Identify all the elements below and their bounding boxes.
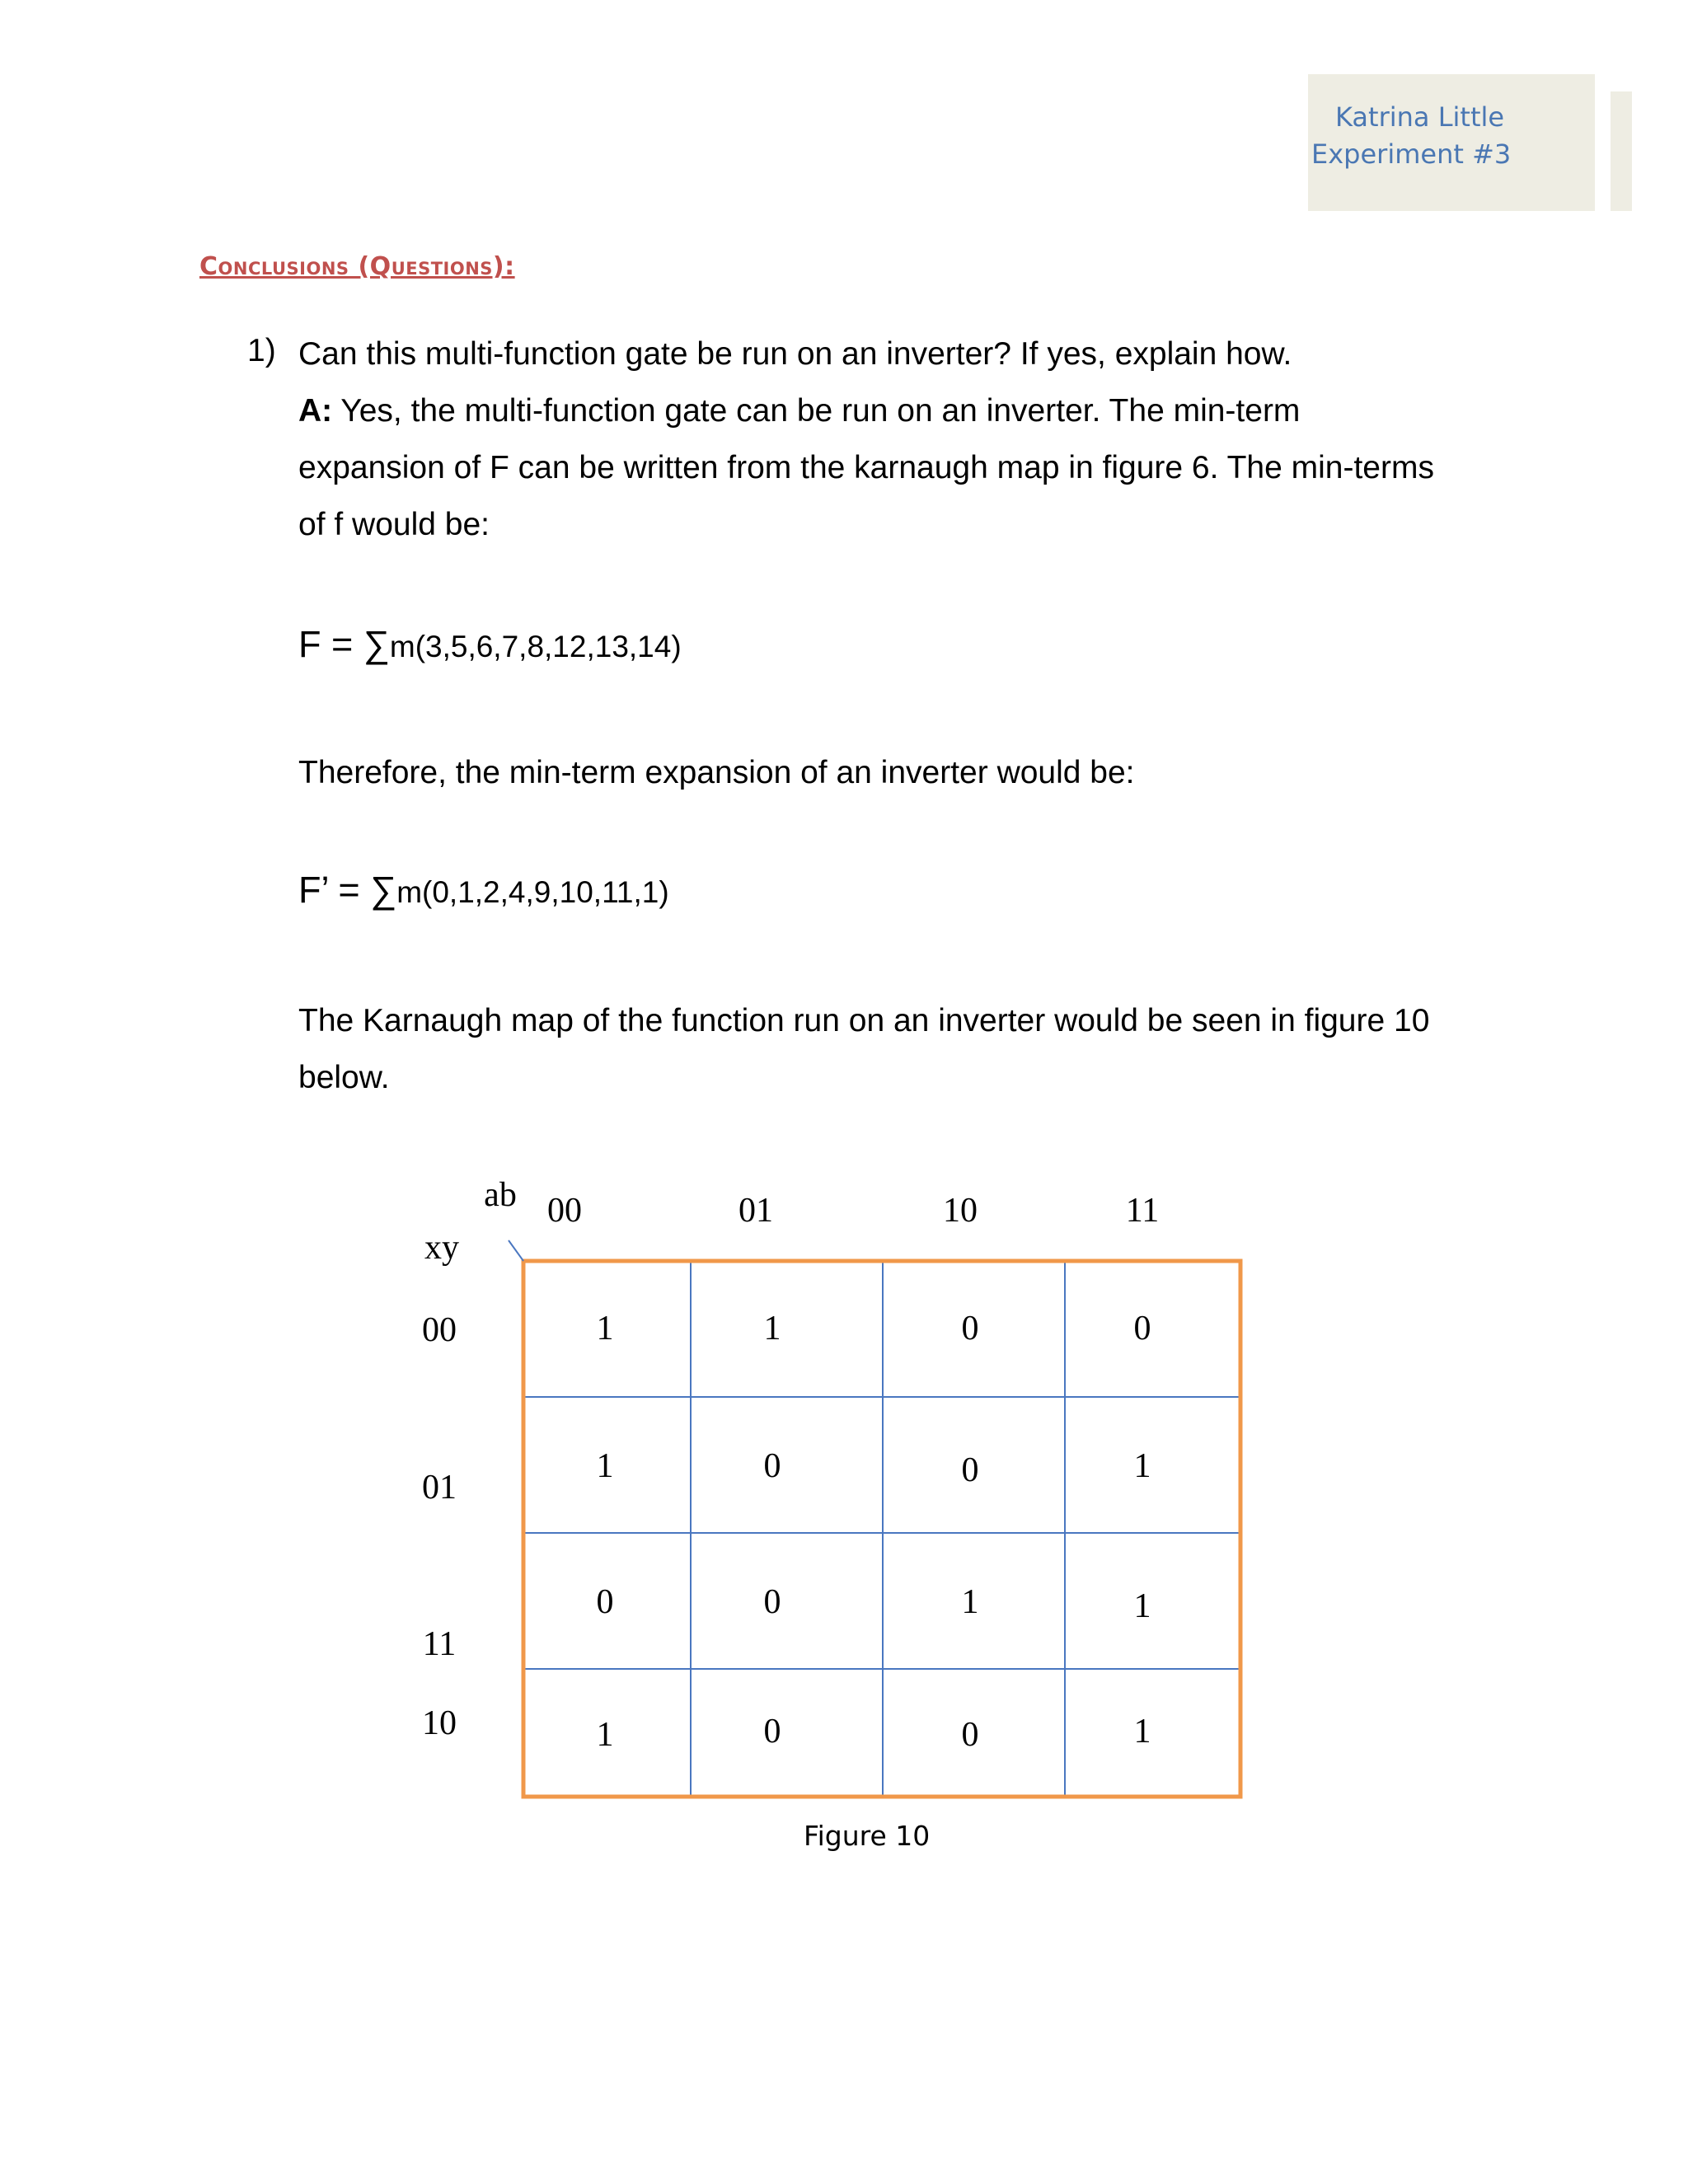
kmap-cell-value: 0 [961,1451,979,1489]
kmap-cell-value: 0 [763,1447,781,1485]
formula-f-terms: m(3,5,6,7,8,12,13,14) [389,630,682,663]
kmap-col-label: 11 [1125,1192,1160,1230]
kmap-cell-value: 0 [596,1583,614,1621]
kmap-cell-value: 1 [1133,1713,1151,1750]
kmap-row-label: 00 [422,1311,457,1349]
section-title: Conclusions (Questions): [199,252,515,281]
kmap-col-label: 10 [943,1192,978,1230]
kmap-cell-value: 1 [596,1716,614,1754]
experiment-label: Experiment #3 [1311,138,1512,170]
question-number: 1) [247,333,276,368]
kmap-row-label: 01 [422,1469,457,1507]
formula-f [298,623,682,666]
kmap-cell-value: 0 [961,1310,979,1347]
formula-fprime-lhs: F’ = [298,869,371,911]
author-name: Katrina Little [1335,101,1505,133]
kmap-row-label: 10 [422,1704,457,1742]
answer-label: A: [298,393,333,429]
kmap-cell-value: 0 [961,1716,979,1754]
sigma-symbol: ∑ [363,623,390,665]
figure-caption: Figure 10 [804,1820,931,1852]
kmap-col-label: 01 [738,1192,773,1230]
formula-fprime-terms: m(0,1,2,4,9,10,11,1) [396,875,669,909]
kmap-col-variable: ab [484,1176,517,1214]
kmap-cell-value: 1 [596,1447,614,1485]
kmap-cell-value: 1 [1133,1447,1151,1485]
kmap-row-label: 11 [422,1625,457,1663]
sigma-symbol: ∑ [370,869,397,911]
kmap-cell-value: 0 [763,1583,781,1621]
answer-line-3: of f would be: [298,507,490,542]
kmap-cell-value: 0 [763,1713,781,1750]
answer-line-1 [298,382,1300,439]
formula-f-lhs: F = [298,623,363,665]
header [1311,99,1511,173]
answer-line-2: expansion of F can be written from the karnaugh map in figure 6. The min-terms [298,450,1434,485]
kmap-row-variable: xy [424,1229,459,1267]
therefore-text: Therefore, the min-term expansion of an inverter would be: [298,755,1135,790]
kmap-col-label: 00 [547,1192,582,1230]
question-text: Can this multi-function gate be run on an inverter? If yes, explain how. [298,336,1292,372]
kmap-cell-value: 0 [1133,1310,1151,1347]
kmap-cell-value: 1 [763,1310,781,1347]
karnaugh-map [396,1154,1269,1871]
header-tab [1611,91,1632,211]
kmap-cell-value: 1 [596,1310,614,1347]
kmap-intro-line-1: The Karnaugh map of the function run on an inverter would be seen in figure 10 [298,1003,1430,1038]
answer-text-1: Yes, the multi-function gate can be run on an inverter. The min-term [332,393,1301,429]
formula-fprime [298,869,669,912]
kmap-cell-value: 1 [961,1583,979,1621]
kmap-cell-value: 1 [1133,1587,1151,1625]
kmap-corner-diagonal [509,1240,523,1261]
kmap-intro-line-2: below. [298,1060,390,1095]
